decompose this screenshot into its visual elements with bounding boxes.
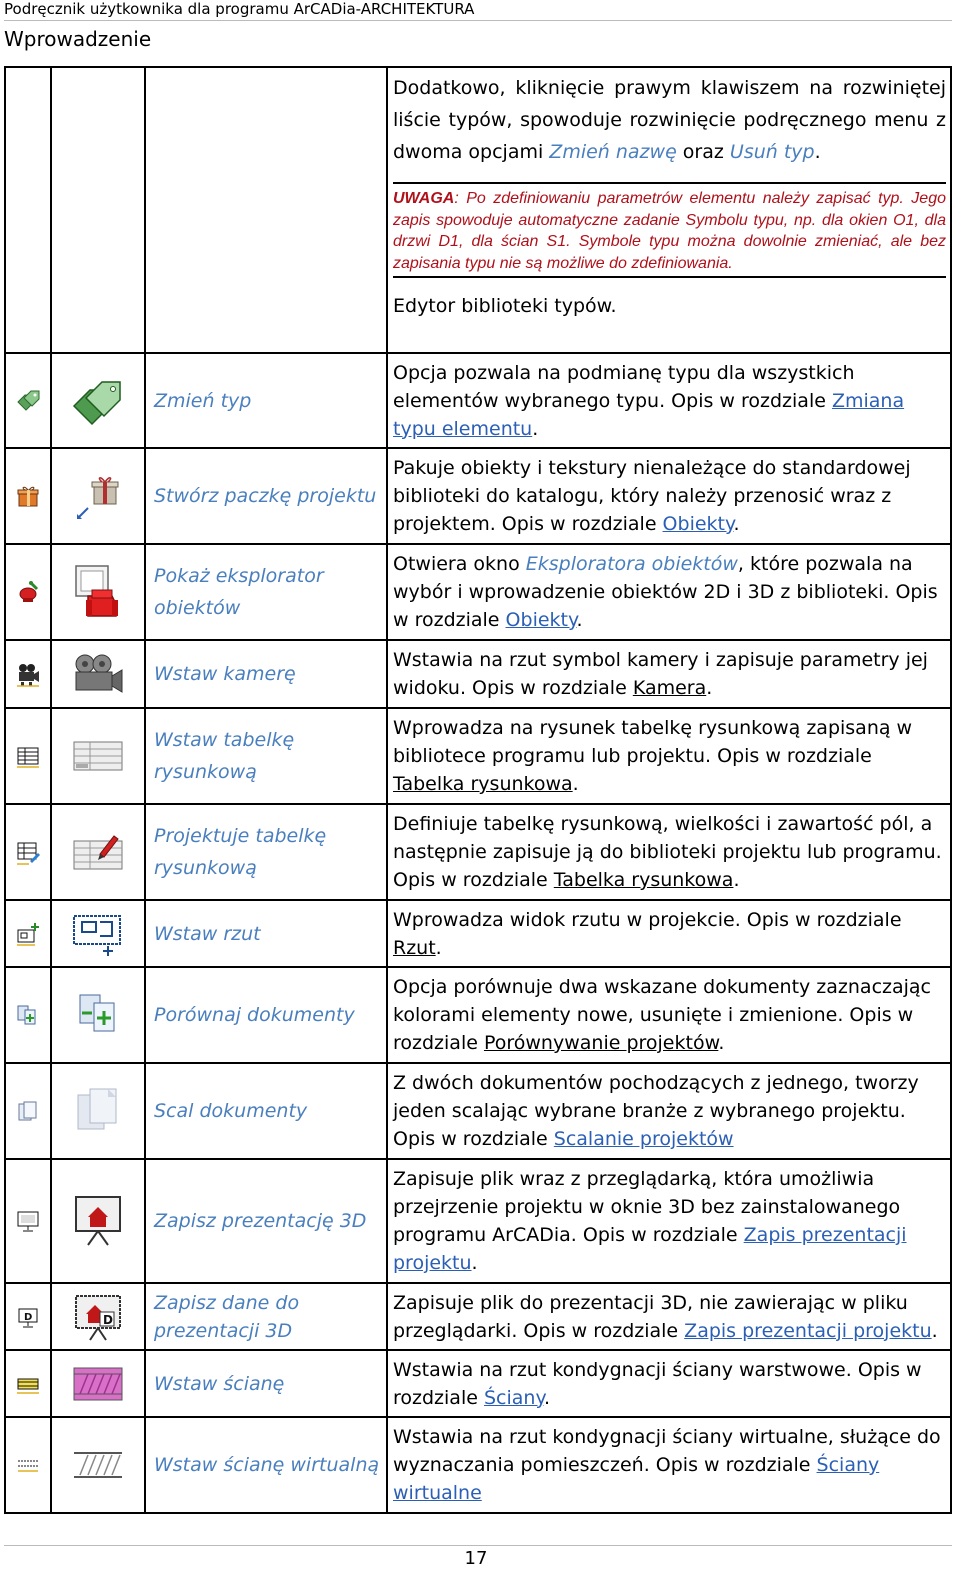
object-explorer-icon[interactable]: [15, 579, 41, 605]
large-icon-cell: [51, 544, 145, 640]
table-row: [5, 1417, 951, 1513]
description-text: Otwiera okno: [393, 553, 526, 575]
change-type-icon[interactable]: [70, 376, 126, 426]
small-icon-cell: [5, 900, 51, 967]
insert-plan-icon[interactable]: [15, 921, 41, 947]
chapter-link[interactable]: Tabelka rysunkowa: [393, 773, 573, 795]
description-text: Wstawia na rzut kondygnacji ściany wirtualne, służące do wyznaczania pomieszczeń. Opis w rozdziale: [393, 1426, 941, 1476]
project-package-icon[interactable]: [70, 468, 126, 524]
name-cell: [145, 1159, 387, 1283]
intro-text-conj: oraz: [676, 141, 730, 163]
intro-row: [5, 67, 951, 353]
small-icon-cell: [5, 353, 51, 448]
chapter-link[interactable]: Obiekty: [662, 513, 734, 535]
small-icon-cell: [5, 708, 51, 804]
name-cell: [145, 1063, 387, 1159]
save-3d-data-icon[interactable]: [15, 1304, 41, 1330]
table-row: [5, 353, 951, 448]
small-icon-cell: [5, 1417, 51, 1513]
description-cell: [387, 1350, 951, 1417]
description-cell: [387, 640, 951, 708]
warning-text: : Po zdefiniowaniu parametrów elementu należy zapisać typ. Jego zapis spowoduje automatyczne zadanie Symbolu typu, np. dla okien O1, dla drzwi D1, dla ścian S1. Symbole typu można dowolnie zmieniać, ale bez zapisania typu nie są możliwe do zdefiniowania.: [393, 190, 946, 272]
description-cell: [387, 544, 951, 640]
intro-empty-cell-3: [145, 67, 387, 353]
large-icon-cell: [51, 448, 145, 544]
large-icon-cell: [51, 1159, 145, 1283]
name-cell: [145, 1283, 387, 1350]
chapter-link[interactable]: Porównywanie projektów: [483, 1032, 719, 1054]
small-icon-cell: [5, 1283, 51, 1350]
description-cell: [387, 1283, 951, 1350]
name-cell: [145, 900, 387, 967]
chapter-link[interactable]: Obiekty: [505, 609, 577, 631]
drawing-table-icon[interactable]: [70, 739, 126, 773]
description-end: .: [471, 1252, 478, 1274]
save-3d-presentation-icon[interactable]: [15, 1208, 41, 1234]
chapter-link[interactable]: Zapis prezentacji projektu: [393, 1224, 907, 1274]
description-text-cont: , które pozwala na wybór i wprowadzenie obiektów 2D i 3D z biblioteki. Opis w rozdziale: [393, 553, 938, 631]
delete-type-option: Usuń typ: [729, 141, 815, 163]
intro-cell: [387, 67, 951, 353]
table-row: [5, 448, 951, 544]
table-row: [5, 708, 951, 804]
function-name: Pokaż eksplorator obiektów: [154, 565, 324, 619]
table-row: [5, 900, 951, 967]
description-cell: [387, 1063, 951, 1159]
description-end: .: [572, 773, 579, 795]
description-cell: [387, 708, 951, 804]
chapter-link[interactable]: Zmiana typu elementu: [393, 389, 905, 440]
function-name: Zmień typ: [154, 389, 252, 412]
small-icon-cell: [5, 544, 51, 640]
save-3d-data-icon[interactable]: [70, 1292, 126, 1342]
description-cell: [387, 967, 951, 1063]
function-name: Scal dokumenty: [154, 1100, 308, 1122]
function-name: Porównaj dokumenty: [154, 1004, 355, 1026]
small-icon-cell: [5, 804, 51, 900]
chapter-link[interactable]: Rzut: [393, 936, 436, 959]
function-name: Zapisz dane do prezentacji 3D: [154, 1291, 300, 1342]
name-cell: [145, 1350, 387, 1417]
section-title: Wprowadzenie: [4, 27, 152, 51]
intro-text-end: .: [814, 141, 821, 163]
small-icon-cell: [5, 1350, 51, 1417]
function-name: Wstaw rzut: [154, 922, 261, 945]
name-cell: [145, 967, 387, 1063]
chapter-link[interactable]: Zapis prezentacji projektu: [684, 1319, 932, 1342]
large-icon-cell: [51, 640, 145, 708]
table-row: [5, 1159, 951, 1283]
function-name: Zapisz prezentację 3D: [154, 1210, 367, 1232]
description-text: Wprowadza na rysunek tabelkę rysunkową zapisaną w bibliotece programu lub projektu. Opis w rozdziale: [393, 717, 913, 767]
function-name: Wstaw ścianę: [154, 1372, 285, 1395]
footer-divider: [4, 1545, 952, 1546]
manual-title: Podręcznik użytkownika dla programu ArCADia-ARCHITEKTURA: [4, 0, 475, 18]
description-text: Opcja pozwala na podmianę typu dla wszystkich elementów wybranego typu. Opis w rozdziale: [393, 361, 855, 412]
function-name: Wstaw tabelkę rysunkową: [154, 729, 295, 783]
warning-box: [393, 182, 946, 278]
page-number: 17: [464, 1548, 488, 1569]
chapter-link[interactable]: Ściany wirtualne: [393, 1454, 880, 1504]
project-package-icon[interactable]: [15, 483, 41, 509]
description-cell: [387, 353, 951, 448]
merge-documents-icon[interactable]: [15, 1098, 41, 1124]
table-row: [5, 640, 951, 708]
name-cell: [145, 1417, 387, 1513]
intro-empty-cell-2: [51, 67, 145, 353]
change-type-icon[interactable]: [15, 388, 41, 414]
design-table-icon[interactable]: [70, 832, 126, 872]
large-icon-cell: [51, 804, 145, 900]
description-text: Wprowadza widok rzutu w projekcie. Opis w rozdziale: [393, 908, 902, 931]
description-end: .: [532, 417, 539, 440]
description-cell: [387, 1417, 951, 1513]
explorer-emphasis: Eksploratora obiektów: [525, 553, 738, 575]
drawing-table-icon[interactable]: [15, 743, 41, 769]
name-cell: [145, 640, 387, 708]
table-row: [5, 967, 951, 1063]
description-text: Opcja porównuje dwa wskazane dokumenty zaznaczając kolorami elementy nowe, usunięte i zmienione. Opis w rozdziale: [393, 976, 932, 1054]
description-end: .: [733, 869, 740, 891]
description-text: Zapisuje plik wraz z przeglądarką, która umożliwia przejrzenie projektu w oknie 3D bez zainstalowanego programu ArCADia. Opis w rozdziale: [393, 1168, 901, 1246]
description-end: .: [718, 1032, 725, 1054]
large-icon-cell: [51, 967, 145, 1063]
large-icon-cell: [51, 900, 145, 967]
intro-paragraph: [393, 72, 946, 168]
insert-plan-icon[interactable]: [70, 912, 126, 956]
design-table-icon[interactable]: [15, 839, 41, 865]
function-name: Stwórz paczkę projektu: [154, 485, 377, 507]
camera-icon[interactable]: [15, 661, 41, 687]
description-end: .: [706, 677, 713, 699]
chapter-link[interactable]: Ściany: [483, 1386, 544, 1409]
table-row: [5, 1350, 951, 1417]
large-icon-cell: [51, 1283, 145, 1350]
description-cell: [387, 448, 951, 544]
large-icon-cell: [51, 353, 145, 448]
description-cell: [387, 900, 951, 967]
chapter-link[interactable]: Kamera: [632, 677, 707, 699]
header-divider: [4, 20, 952, 21]
camera-icon[interactable]: [70, 652, 126, 696]
description-text: Wstawia na rzut symbol kamery i zapisuje parametry jej widoku. Opis w rozdziale: [393, 649, 928, 699]
small-icon-cell: [5, 967, 51, 1063]
type-library-caption: Edytor biblioteki typów.: [393, 295, 617, 317]
insert-wall-icon[interactable]: [70, 1362, 126, 1406]
name-cell: [145, 353, 387, 448]
svg-text:D: D: [24, 1311, 33, 1323]
description-text: Zapisuje plik do prezentacji 3D, nie zawierając w pliku przeglądarki. Opis w rozdziale: [393, 1291, 908, 1342]
description-text: Pakuje obiekty i tekstury nienależące do standardowej biblioteki do katalogu, który należy przenosić wraz z projektem. Opis w rozdziale: [393, 457, 911, 535]
function-name: Wstaw ścianę wirtualną: [154, 1454, 380, 1476]
large-icon-cell: [51, 1350, 145, 1417]
insert-virtual-wall-icon[interactable]: [15, 1452, 41, 1478]
table-row: [5, 1063, 951, 1159]
small-icon-cell: [5, 1159, 51, 1283]
name-cell: [145, 804, 387, 900]
insert-virtual-wall-icon[interactable]: [70, 1445, 126, 1485]
large-icon-cell: [51, 708, 145, 804]
large-icon-cell: [51, 1417, 145, 1513]
small-icon-cell: [5, 640, 51, 708]
description-text: Wstawia na rzut kondygnacji ściany warstwowe. Opis w rozdziale: [393, 1358, 922, 1409]
description-end: .: [733, 513, 740, 535]
description-text: Definiuje tabelkę rysunkową, wielkości i zawartość pól, a następnie zapisuje ją do biblioteki projektu lub programu. Opis w rozdziale: [393, 813, 942, 891]
description-cell: [387, 804, 951, 900]
description-text: Z dwóch dokumentów pochodzących z jednego, tworzy jeden scalając wybrane branże z wybranego projektu. Opis w rozdziale: [393, 1072, 919, 1150]
compare-documents-icon[interactable]: [15, 1002, 41, 1028]
small-icon-cell: [5, 448, 51, 544]
warning-label: UWAGA: [393, 190, 455, 207]
description-cell: [387, 1159, 951, 1283]
rename-option: Zmień nazwę: [549, 141, 677, 163]
name-cell: [145, 708, 387, 804]
table-row: [5, 544, 951, 640]
function-name: Wstaw kamerę: [154, 663, 296, 685]
small-icon-cell: [5, 1063, 51, 1159]
table-row: [5, 804, 951, 900]
save-3d-presentation-icon[interactable]: [70, 1193, 126, 1249]
function-name: Projektuje tabelkę rysunkową: [154, 825, 327, 879]
svg-text:D: D: [103, 1312, 113, 1327]
description-end: .: [543, 1386, 551, 1409]
compare-documents-icon[interactable]: [70, 991, 126, 1039]
name-cell: [145, 544, 387, 640]
description-end: .: [931, 1319, 938, 1342]
name-cell: [145, 448, 387, 544]
object-explorer-icon[interactable]: [70, 562, 126, 622]
merge-documents-icon[interactable]: [70, 1083, 126, 1139]
chapter-link[interactable]: Tabelka rysunkowa: [553, 869, 734, 891]
intro-text: Dodatkowo, kliknięcie prawym klawiszem na rozwiniętej liście typów, spowoduje rozwinięcie podręcznego menu z dwoma opcjami: [393, 77, 946, 163]
large-icon-cell: [51, 1063, 145, 1159]
toolbar-reference-table: [4, 66, 952, 1514]
description-end: .: [576, 609, 583, 631]
chapter-link[interactable]: Scalanie projektów: [553, 1128, 734, 1150]
intro-empty-cell-1: [5, 67, 51, 353]
description-end: .: [435, 936, 442, 959]
insert-wall-icon[interactable]: [15, 1371, 41, 1397]
table-row: [5, 1283, 951, 1350]
